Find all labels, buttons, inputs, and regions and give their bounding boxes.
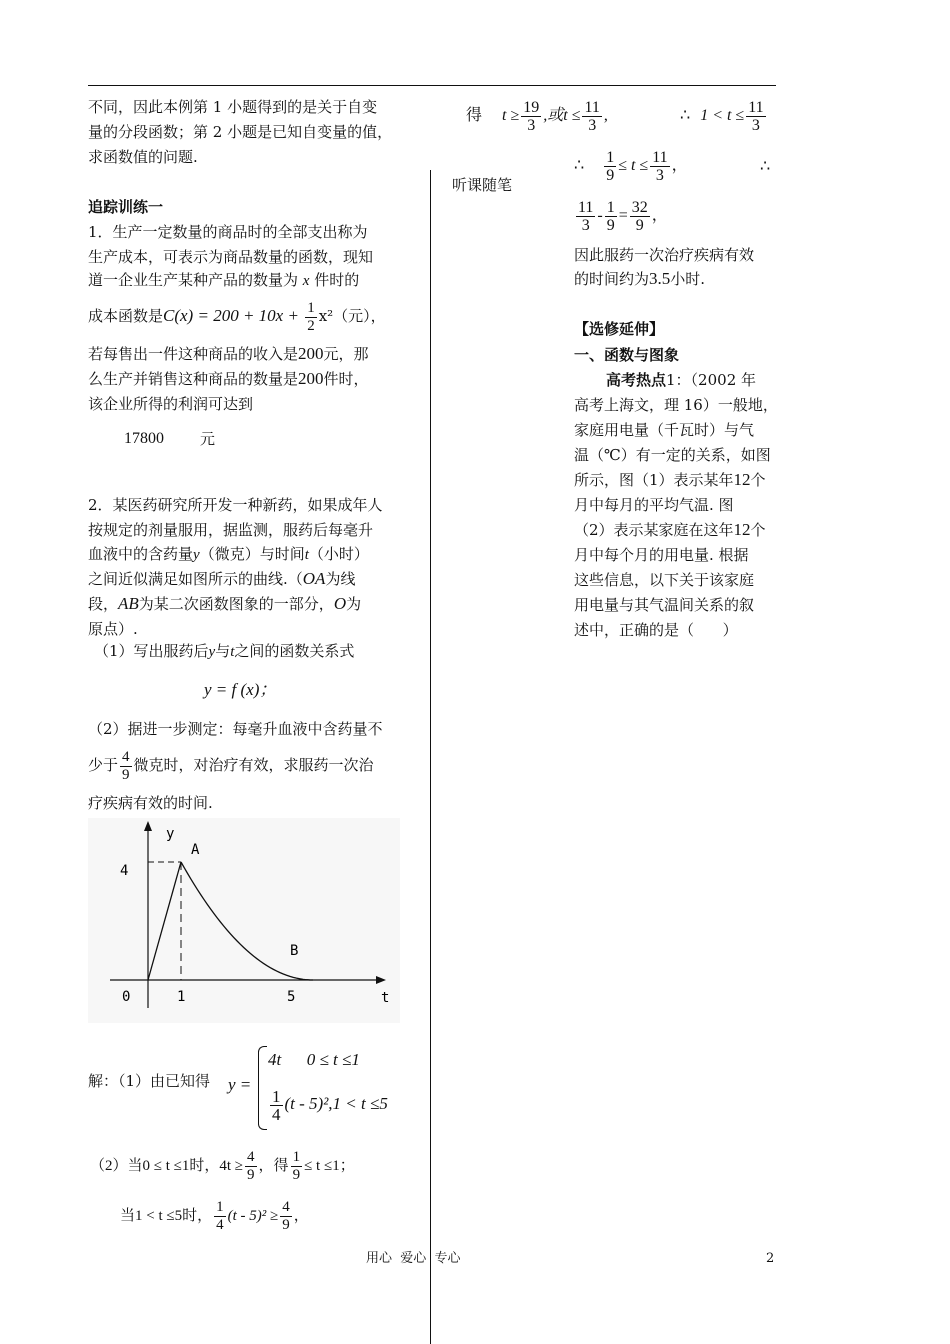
tick-label-1: 1 [177, 989, 186, 1005]
r3-frac-11-3 [576, 199, 595, 234]
sol3-frac-1-4 [214, 1199, 226, 1234]
hot-4b: 个 [750, 471, 766, 489]
fraction-half [305, 300, 317, 335]
var-ab: AB [118, 594, 139, 613]
conclusion-line-1: 因此服药一次治疗疾病有效 [574, 246, 755, 264]
r3-frac-32-9 [630, 199, 650, 234]
drug-concentration-chart [88, 818, 400, 1023]
p2-d: 之间近似满足如图所示的曲线.（ [88, 570, 303, 588]
r1-d3: 3 [751, 116, 760, 134]
sol3-end: ， [293, 1208, 309, 1224]
p1b-line-3: 该企业所得的利润可达到 [88, 395, 254, 413]
p2-g: 为某二次函数图象的一部分， [138, 595, 334, 613]
r2-n1: 1 [606, 148, 615, 166]
r3-frac-1-9 [605, 199, 617, 234]
hot-line-6 [574, 521, 766, 539]
conclusion-value: 3.5 [649, 269, 671, 288]
r3-minus: - [597, 207, 603, 224]
q2-line-2 [88, 745, 374, 785]
case2-num: 1 [272, 1086, 281, 1106]
p2-e: 为线 [325, 570, 356, 588]
r1-n3: 11 [748, 98, 764, 116]
fraction-1-4 [270, 1088, 283, 1123]
p2-line-1: 2．某医药研究所开发一种新药，如果成年人 [88, 496, 383, 514]
y-axis-label: y [166, 826, 175, 842]
intro-line-1: 不同，因此本例第 1 小题得到的是关于自变 [88, 98, 378, 116]
x-axis-label: t [381, 990, 390, 1006]
sol2-n: 4 [247, 1149, 255, 1166]
q2-b: 少于 [88, 756, 119, 774]
p1b-a: 若每售出一件这种商品的收入是 [88, 345, 299, 363]
p1-line-3 [88, 271, 359, 290]
hot-line-7: 月中每个月的用电量. 根据 [574, 546, 749, 564]
r1-comma: , [603, 107, 608, 124]
margin-note: 听课随笔 [452, 176, 513, 194]
conclusion-a: 的时间约为 [574, 270, 650, 288]
r2-frac-1-9 [604, 149, 616, 184]
hot-label: 高考热点 [606, 371, 667, 389]
solution-part2 [90, 1146, 355, 1186]
sol2-end: ≤ t ≤1； [304, 1158, 355, 1174]
sol2-mid: ，得 [258, 1158, 289, 1174]
cost-function-line [88, 296, 386, 336]
training-title: 追踪训练一 [88, 198, 164, 216]
tick-label-0: 0 [122, 989, 131, 1005]
case-1: 4t 0 ≤ t ≤1 [268, 1050, 360, 1069]
right-line-2 [574, 146, 688, 186]
r2-mid: ≤ t ≤ [618, 157, 649, 174]
intro-line-3: 求函数值的问题. [88, 148, 198, 166]
q1-line [94, 642, 354, 661]
sol3-mid: (t - 5)² ≥ [227, 1208, 279, 1224]
conclusion-line-2 [574, 270, 705, 288]
p1b-line-1 [88, 345, 369, 363]
sol2-lead: （2）当0 ≤ t ≤1时，4t ≥ [90, 1158, 244, 1174]
q2-num: 4 [122, 748, 130, 765]
r1-de: 得 [466, 107, 483, 124]
r3-d1: 3 [581, 216, 590, 234]
right-line-1 [466, 96, 608, 136]
case-2 [268, 1084, 388, 1124]
point-b-label: B [290, 943, 299, 959]
half-num: 1 [307, 299, 315, 316]
p1b-200b: 200 [298, 369, 324, 388]
sol2-frac-1-9 [291, 1149, 303, 1184]
solution-part3 [120, 1196, 309, 1236]
sol3-lead: 当1 < t ≤5时， [120, 1208, 213, 1224]
q1-b: 与 [215, 642, 231, 660]
right-line-3 [574, 196, 668, 236]
hot-line-8: 这些信息，以下关于该家庭 [574, 571, 755, 589]
p2-line-5 [88, 595, 361, 613]
p1-line-1: 1．生产一定数量的商品时的全部支出称为 [88, 223, 368, 241]
p1-line-2: 生产成本，可表示为商品数量的函数，现知 [88, 248, 374, 266]
p1-text-b: 件时的 [314, 271, 360, 289]
r1-n1: 19 [523, 98, 540, 116]
r3-n2: 1 [606, 198, 615, 216]
hot-line-4 [574, 471, 766, 489]
hot-line-9: 用电量与其气温间关系的叙 [574, 596, 755, 614]
sol3-frac-4-9 [280, 1199, 292, 1234]
p2-a: 血液中的含药量 [88, 545, 194, 563]
q1-var-y: y [208, 644, 216, 660]
r3-d3: 9 [635, 216, 644, 234]
header-rule [88, 85, 776, 86]
q1-formula: y = f (x)； [204, 680, 277, 699]
p2-f: 段， [88, 595, 119, 613]
p1-text-a: 道一企业生产某种产品的数量为 [88, 271, 299, 289]
sol2-frac-4-9 [245, 1149, 257, 1184]
footer-center: 用心 爱心 专心 [366, 1251, 461, 1266]
point-a-label: A [191, 842, 200, 858]
q2-den: 9 [122, 766, 130, 783]
tick-label-5: 5 [287, 989, 296, 1005]
solution-lead: 解：（1）由已知得 [88, 1072, 211, 1090]
sol2-d: 9 [247, 1167, 255, 1184]
p1b-c: 么生产并销售这种商品的数量是 [88, 370, 299, 388]
p1b-b: 元，那 [323, 345, 369, 363]
r2-n2: 11 [652, 148, 668, 166]
r1-frac-11-3 [582, 99, 601, 134]
p2-c: （小时） [308, 545, 369, 563]
hot-text: 1：（2002 年 [666, 371, 757, 389]
var-x: x [302, 273, 310, 289]
hot-line-2: 家庭用电量（千瓦时）与气 [574, 421, 755, 439]
p2-line-3 [88, 545, 369, 564]
section-title: 一、函数与图象 [574, 346, 680, 364]
right-therefore-2: ∴ [760, 158, 771, 175]
p1b-200a: 200 [298, 344, 324, 363]
r1-therefore: ∴ [680, 107, 691, 124]
fraction-4-9 [120, 749, 132, 784]
piecewise-brace [258, 1046, 267, 1130]
q1-c: 之间的函数关系式 [234, 642, 355, 660]
right-line-1b [680, 96, 768, 136]
var-oa: OA [302, 569, 326, 588]
hot-6b: 个 [750, 521, 766, 539]
r2-d1: 9 [606, 166, 615, 184]
answer-unit: 元 [200, 430, 216, 448]
p1b-line-2 [88, 370, 369, 388]
cost-tail: x²（元）， [318, 307, 386, 325]
sol3-d1: 4 [216, 1217, 224, 1234]
q1-a: （1）写出服药后 [94, 642, 209, 660]
solution-y: y = [228, 1075, 252, 1094]
half-den: 2 [307, 317, 315, 334]
r2-therefore: ∴ [574, 157, 585, 174]
p2-line-2: 按规定的剂量服用，据监测，服药后每毫升 [88, 521, 374, 539]
r1-or: ,或t ≤ [543, 107, 581, 124]
q1-var-t: t [230, 644, 235, 660]
tick-label-y4: 4 [120, 863, 129, 879]
chart-background [88, 818, 400, 1023]
r2-comma: ， [671, 157, 688, 174]
hot-line-0 [606, 371, 756, 389]
r3-eq: = [618, 207, 628, 224]
hot-line-3: 温（℃）有一定的关系，如图 [574, 446, 771, 464]
r1-d2: 3 [588, 116, 597, 134]
sol3-n2: 4 [282, 1199, 290, 1216]
q2-c: 微克时，对治疗有效，求服药一次治 [133, 756, 374, 774]
q2-line-3: 疗疾病有效的时间. [88, 794, 213, 812]
r3-d2: 9 [606, 216, 615, 234]
var-y: y [193, 547, 200, 563]
extension-title: 【选修延伸】 [574, 320, 665, 338]
hot-line-1: 高考上海文，理 16）一般地， [574, 396, 778, 414]
sol2-d1: 9 [292, 1167, 301, 1184]
var-t: t [304, 547, 309, 563]
cost-lead: 成本函数是 [88, 307, 164, 325]
p2-line-6: 原点）. [88, 620, 138, 638]
intro-line-2: 量的分段函数；第 2 小题是已知自变量的值， [88, 123, 393, 141]
p1b-d: 件时， [323, 370, 369, 388]
case2-den: 4 [272, 1104, 281, 1124]
r3-comma: ， [651, 207, 668, 224]
sol3-d2: 9 [282, 1217, 290, 1234]
hot-line-10: 述中，正确的是（ ） [574, 621, 738, 639]
r1-t: t ≥ [502, 107, 520, 124]
hot-4a: 所示，图（1）表示某年 [574, 471, 734, 489]
p2-line-4 [88, 570, 355, 588]
p2-b: （微克）与时间 [199, 545, 305, 563]
cost-formula: C(x) = 200 + 10x + [163, 306, 304, 325]
r2-frac-11-3 [650, 149, 669, 184]
q2-line-1: （2）据进一步测定：每毫升血液中含药量不 [88, 720, 383, 738]
r3-n1: 11 [578, 198, 594, 216]
r1-d1: 3 [527, 116, 536, 134]
r1-n2: 11 [584, 98, 600, 116]
p2-h: 为 [346, 595, 362, 613]
hot-line-5: 月中每月的平均气温. 图 [574, 496, 734, 514]
case2-text: (t - 5)²,1 < t ≤5 [284, 1094, 388, 1113]
conclusion-b: 小时. [670, 270, 706, 288]
hot-6-12: 12 [733, 520, 751, 539]
hot-6a: （2）表示某家庭在这年 [574, 521, 734, 539]
column-divider [430, 170, 431, 1344]
answer-value: 17800 [124, 430, 164, 447]
r1-frac-19-3 [521, 99, 541, 134]
r1-range: 1 < t ≤ [700, 107, 745, 124]
var-o: O [333, 594, 347, 613]
r3-n3: 32 [631, 198, 648, 216]
hot-4-12: 12 [733, 470, 751, 489]
r1-frac-range [746, 99, 765, 134]
r2-d2: 3 [655, 166, 664, 184]
sol3-n1: 1 [216, 1199, 224, 1216]
page-number: 2 [766, 1251, 775, 1266]
sol2-n1: 1 [292, 1149, 301, 1166]
